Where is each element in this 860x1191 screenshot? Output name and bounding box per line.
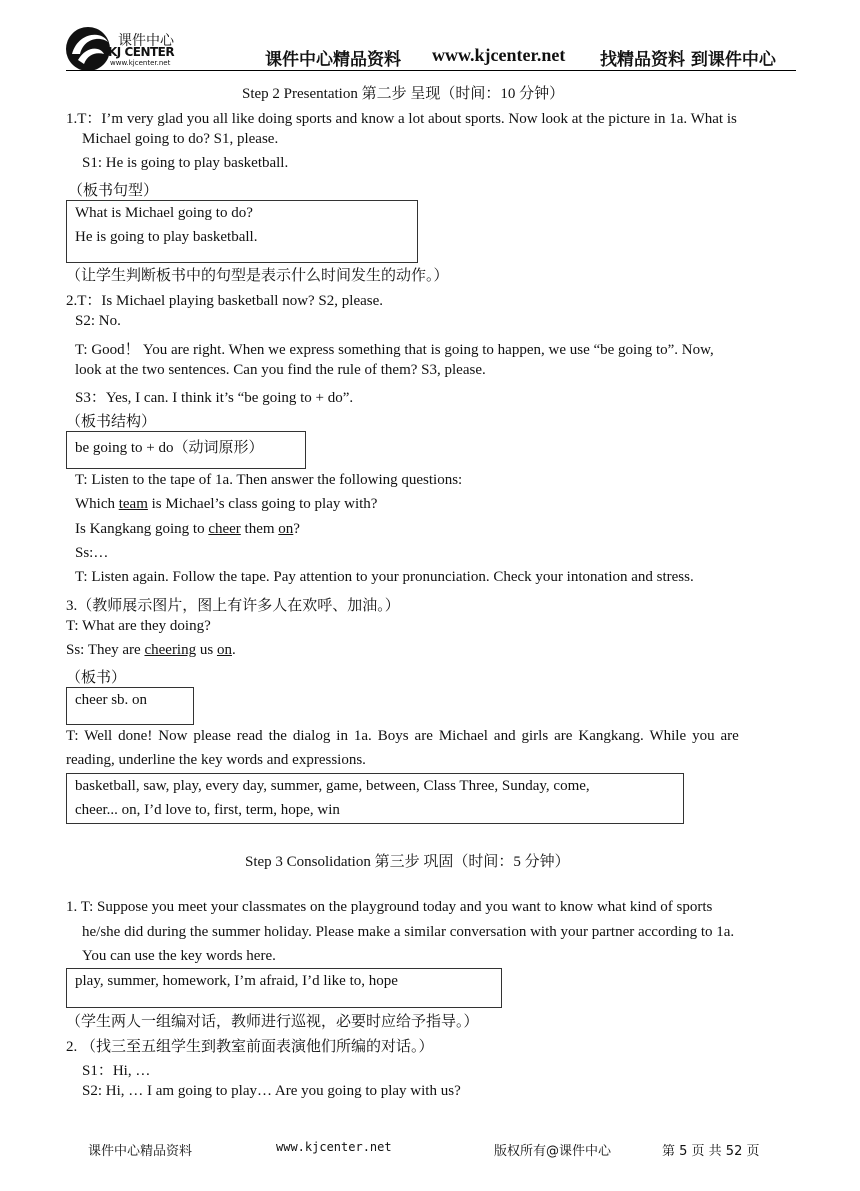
step2-p2-line4: look at the two sentences. Can you find the rule of them? S3, please. xyxy=(75,362,486,378)
q1-part-b: is Michael’s class going to play with? xyxy=(147,496,378,512)
step3-title: Step 3 Consolidation 第三步 巩固（时间：5 分钟） xyxy=(245,854,570,870)
step2-p2-line8: Ss:… xyxy=(75,545,109,561)
q2-part-a: Is Kangkang going to xyxy=(75,521,209,537)
header-url[interactable]: www.kjcenter.net xyxy=(432,45,566,65)
header-rule xyxy=(66,70,796,71)
board-box-conversation xyxy=(66,968,502,1008)
p3-underlined-cheering: cheering xyxy=(144,642,197,658)
step2-p2-line5: S3：Yes, I can. I think it’s “be going to + do”. xyxy=(75,390,354,406)
step2-p3-line6: reading, underline the key words and expressions. xyxy=(66,752,366,768)
board-box-sentences xyxy=(66,200,418,263)
p3-underlined-on: on xyxy=(216,642,232,658)
step2-p3-line2: T: What are they doing? xyxy=(66,618,211,634)
step3-p2-line2: S1：Hi, … xyxy=(82,1063,151,1079)
step2-p3-line4: （板书） xyxy=(66,670,127,686)
step3-p1-line1: 1. T: Suppose you meet your classmates on the playground today and you want to know what kind of sports xyxy=(66,899,713,915)
step2-p1-line4: （板书句型） xyxy=(68,183,159,199)
p3-part-b: us xyxy=(196,642,217,658)
footer-left: 课件中心精品资料 xyxy=(88,1144,193,1159)
logo-cn: 课件中心 xyxy=(118,33,174,49)
board-box-conversation-text: play, summer, homework, I’m afraid, I’d like to, hope xyxy=(75,973,398,989)
logo-en: KJ CENTER xyxy=(108,45,175,59)
q1-part-a: Which xyxy=(75,496,119,512)
footer-url[interactable]: www.kjcenter.net xyxy=(276,1140,392,1154)
p3-part-c: . xyxy=(231,642,236,658)
board-box-cheer-text: cheer sb. on xyxy=(75,692,148,708)
p3-part-a: Ss: They are xyxy=(66,642,145,658)
q2-underlined-on: on xyxy=(278,521,294,537)
header-center-text: 课件中心精品资料 xyxy=(265,50,401,70)
step2-question1 xyxy=(75,496,377,513)
step2-p2-line7: T: Listen to the tape of 1a. Then answer the following questions: xyxy=(75,472,463,488)
step2-p3-line5: T: Well done! Now please read the dialog in 1a. Boys are Michael and girls are Kangkang. While you are xyxy=(66,728,739,744)
board-box-cheer xyxy=(66,687,194,725)
step3-p1-line3: You can use the key words here. xyxy=(82,948,276,964)
logo-url: www.kjcenter.net xyxy=(110,59,171,67)
step3-p2-line3: S2: Hi, … I am going to play… Are you going to play with us? xyxy=(82,1083,461,1099)
step2-p2-line3: T: Good！ You are right. When we express something that is going to happen, we use “be going to”. Now, xyxy=(75,342,714,358)
board-box-structure-text: be going to + do（动词原形） xyxy=(75,440,264,456)
step3-p2-line1: 2. （找三至五组学生到教室前面表演他们所编的对话。） xyxy=(66,1039,434,1055)
step2-p2-line2: S2: No. xyxy=(75,313,121,329)
step2-p2-line6: （板书结构） xyxy=(66,414,157,430)
step2-p3-line3 xyxy=(66,642,236,659)
step3-p1-note: （学生两人一组编对话，教师进行巡视，必要时应给予指导。） xyxy=(66,1014,479,1030)
footer-page-number: 第 5 页 共 52 页 xyxy=(662,1144,760,1159)
q1-underlined-team: team xyxy=(118,496,148,512)
q2-part-b: them xyxy=(240,521,279,537)
q2-part-c: ? xyxy=(293,521,300,537)
step2-p3-line1: 3.（教师展示图片，图上有许多人在欢呼、加油。） xyxy=(66,598,400,614)
board-box-keywords-line2: cheer... on, I’d love to, first, term, hope, win xyxy=(75,802,340,818)
step2-p1-note: （让学生判断板书中的句型是表示什么时间发生的动作。） xyxy=(66,268,449,284)
step2-p1-line3: S1: He is going to play basketball. xyxy=(82,155,289,171)
footer-copyright: 版权所有@课件中心 xyxy=(494,1144,612,1159)
step2-title: Step 2 Presentation 第二步 呈现（时间：10 分钟） xyxy=(242,86,565,102)
board-box-sentences-line2: He is going to play basketball. xyxy=(75,229,258,245)
step3-p1-line2: he/she did during the summer holiday. Please make a similar conversation with your partner according to 1a. xyxy=(82,924,735,940)
step2-p2-line9: T: Listen again. Follow the tape. Pay attention to your pronunciation. Check your intonation and stress. xyxy=(75,569,694,585)
step2-p1-line1: 1.T：I’m very glad you all like doing sports and know a lot about sports. Now look at the picture in 1a. What is xyxy=(66,111,737,127)
board-box-structure xyxy=(66,431,306,469)
q2-underlined-cheer: cheer xyxy=(208,521,241,537)
step2-p2-line1: 2.T：Is Michael playing basketball now? S2, please. xyxy=(66,293,384,309)
header-right-text: 找精品资料 到课件中心 xyxy=(600,50,776,70)
board-box-keywords-line1: basketball, saw, play, every day, summer, game, between, Class Three, Sunday, come, xyxy=(75,778,590,794)
board-box-sentences-line1: What is Michael going to do? xyxy=(75,205,253,221)
board-box-keywords xyxy=(66,773,684,824)
step2-question2 xyxy=(75,521,300,538)
step2-p1-line2: Michael going to do? S1, please. xyxy=(82,131,279,147)
